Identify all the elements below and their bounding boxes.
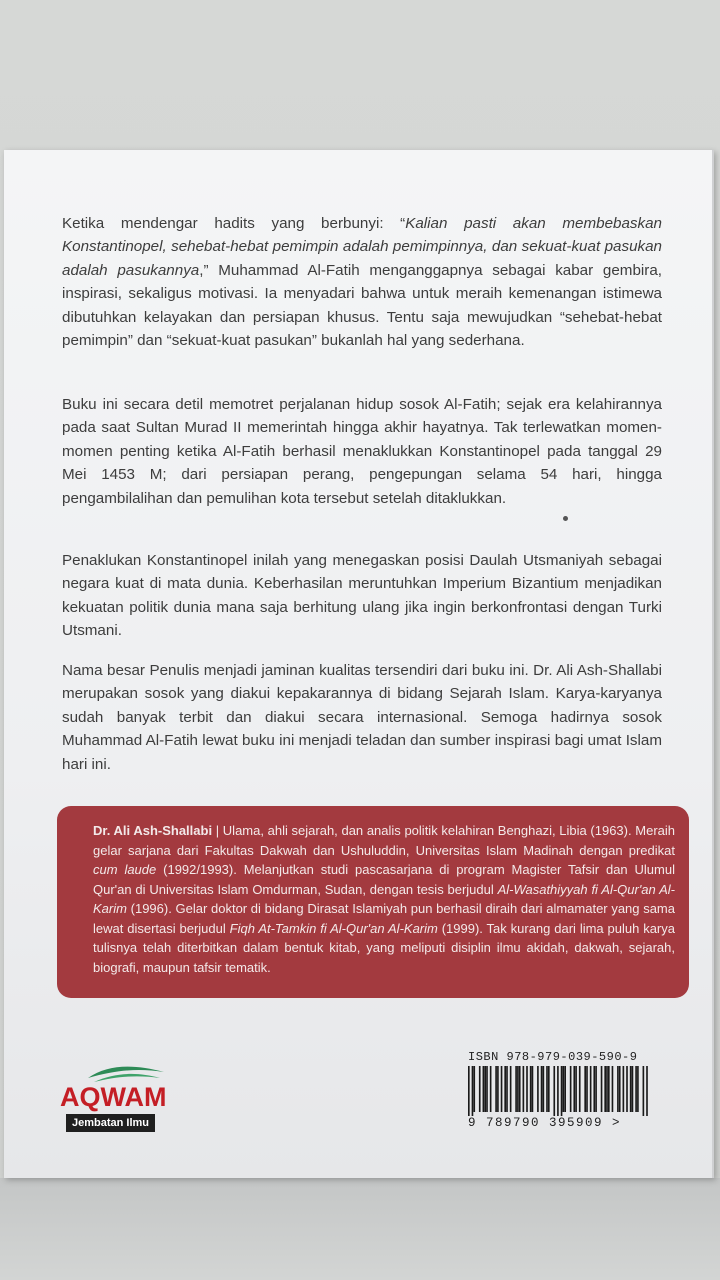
synopsis-paragraph-2: Buku ini secara detil memotret perjalanan hidup sosok Al-Fatih; sejak era kelahirannya pada saat Sultan Murad II memerintah hingga akhir hayatnya. Tak terlewatkan momen-momen penting ketika Al-Fatih berhasil menaklukkan Konstantinopel pada tanggal 29 Mei 1453 M; dari persiapan perang, pengepungan selama 54 hari, hingga pengambilalihan dan pemulihan kota tersebut setelah ditaklukkan.	[62, 396, 662, 507]
author-bio-box	[57, 806, 689, 998]
logo-swoosh-icon	[86, 1062, 166, 1084]
publisher-tagline: Jembatan Ilmu	[66, 1114, 155, 1132]
bio-text: (1999). Tak kurang dari lima puluh karya tulisnya telah diterbitkan dalam bentuk kitab, yang meliputi disiplin ilmu akidah, dakwah, sejarah, biografi, maupun tafsir tematik.	[93, 920, 675, 975]
bio-italic: cum laude	[93, 862, 157, 877]
cover-speck	[563, 516, 568, 521]
background-surface	[0, 1178, 720, 1280]
bio-text: | Ulama, ahli sejarah, dan analis politik kelahiran Benghazi, Libia (1963). Meraih gelar sarjana dari Fakultas Dakwah dan Ushuluddin, Universitas Islam Madinah dengan predikat	[93, 823, 676, 858]
synopsis-paragraph-1	[62, 212, 662, 352]
bio-text: (1996). Gelar doktor di bidang Dirasat Islamiyah pun berhasil diraih dari almamater yang sama lewat disertasi berjudul	[93, 901, 675, 936]
isbn-label: ISBN 978-979-039-590-9	[468, 1050, 638, 1064]
barcode-icon	[468, 1066, 648, 1116]
paragraph-text: ,” Muhammad Al-Fatih menganggapnya sebagai kabar gembira, inspirasi, sekaligus motivasi. Ia menyadari bahwa untuk meraih kemenangan istimewa dibutuhkan kelayakan dan persiapan khusus. Tentu saja mewujudkan “sehebat-hebat pemimpin” dan “sekuat-kuat pasukan” bukanlah hal yang sederhana.	[62, 261, 662, 350]
hadith-quote: Kalian pasti akan membebaskan Konstantinopel, sehebat-hebat pemimpin adalah pemimpinnya, dan sekuat-kuat pasukan adalah pasukannya	[62, 215, 662, 279]
thesis-title: Al-Wasathiyyah fi Al-Qur'an Al-Karim	[93, 881, 675, 916]
isbn-digits: 9 789790 395909 >	[468, 1116, 622, 1130]
paragraph-text: Ketika mendengar hadits yang berbunyi: “	[62, 215, 406, 232]
dissertation-title: Fiqh At-Tamkin fi Al-Qur'an Al-Karim	[229, 920, 438, 936]
synopsis-paragraph-4: Nama besar Penulis menjadi jaminan kualitas tersendiri dari buku ini. Dr. Ali Ash-Shallabi merupakan sosok yang diakui kepakarannya di bidang Sejarah Islam. Karya-karyanya sudah banyak terbit dan diakui secara internasional. Semoga hadirnya sosok Muhammad Al-Fatih lewat buku ini menjadi teladan dan sumber inspirasi bagi umat Islam hari ini.	[62, 662, 662, 773]
publisher-name: AQWAM	[60, 1082, 167, 1112]
synopsis-paragraph-3: Penaklukan Konstantinopel inilah yang menegaskan posisi Daulah Utsmaniyah sebagai negara kuat di mata dunia. Keberhasilan meruntuhkan Imperium Bizantium menjadikan kekuatan politik dunia mana saja berhitung ulang jika ingin berkonfrontasi dengan Turki Utsmani.	[62, 552, 662, 640]
bio-text: (1992/1993). Melanjutkan studi pascasarjana di program Magister Tafsir dan Ulumul Qur'an di Universitas Islam Omdurman, Sudan, dengan tesis berjudul	[93, 862, 675, 897]
author-name: Dr. Ali Ash-Shallabi	[93, 823, 213, 838]
isbn-barcode	[468, 1050, 668, 1132]
publisher-logo	[58, 1062, 198, 1134]
